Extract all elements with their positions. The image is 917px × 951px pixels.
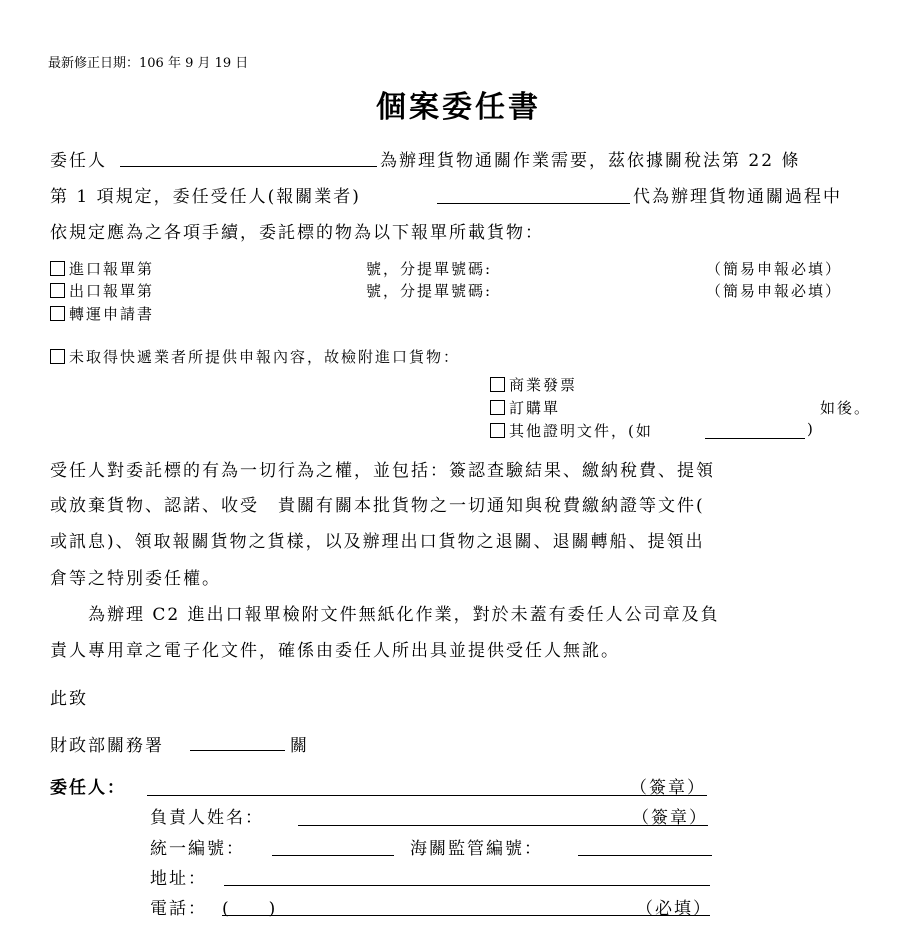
phone-area-paren: ( ) [222, 899, 278, 919]
export-declaration-row [50, 280, 154, 301]
agent-name-blank[interactable] [437, 203, 630, 204]
para1-line2-end: 代為辦理貨物通關過程中 [633, 187, 842, 207]
para2-line4: 倉等之特別委任權。 [50, 569, 221, 589]
other-docs-row [490, 420, 653, 441]
order-row [490, 397, 560, 418]
customs-id-label: 海關監管編號： [410, 839, 543, 859]
import-declaration-checkbox[interactable] [50, 261, 65, 276]
recipient-suffix: 關 [290, 736, 309, 756]
export-simple-note: （簡易申報必填） [706, 282, 843, 300]
export-bill-label: 號，分提單號碼: [366, 282, 493, 300]
transship-row [50, 303, 154, 324]
order-checkbox[interactable] [490, 400, 505, 415]
invoice-row [490, 374, 577, 395]
transship-checkbox[interactable] [50, 306, 65, 321]
business-id-line[interactable] [272, 855, 394, 856]
principal-name-blank[interactable] [120, 166, 377, 167]
recipient-text: 財政部關務署 [50, 736, 164, 756]
export-declaration-checkbox[interactable] [50, 283, 65, 298]
transship-label: 轉運申請書 [69, 305, 155, 323]
import-simple-note: （簡易申報必填） [706, 260, 843, 278]
business-id-label: 統一編號： [150, 839, 245, 859]
invoice-label: 商業發票 [509, 376, 578, 394]
order-label: 訂購單 [509, 399, 561, 417]
required-text: （必填） [636, 899, 712, 919]
principal-seal-text: （簽章） [630, 778, 706, 798]
import-declaration-row [50, 258, 154, 279]
revision-date: 最新修正日期：106 年 9 月 19 日 [48, 56, 249, 71]
principal-label: 委任人： [50, 778, 126, 798]
head-name-label: 負責人姓名： [150, 808, 264, 828]
other-docs-label: 其他證明文件，(如 [509, 422, 653, 440]
para1-line3: 依規定應為之各項手續，委託標的物為以下報單所載貨物： [50, 223, 544, 243]
other-docs-close: ) [807, 420, 815, 438]
address-label: 地址： [150, 869, 207, 889]
import-declaration-label: 進口報單第 [69, 260, 155, 278]
export-declaration-label: 出口報單第 [69, 282, 155, 300]
principal-sign-line[interactable] [147, 795, 707, 796]
express-row [50, 346, 460, 367]
other-docs-blank[interactable] [705, 438, 805, 439]
para1-line1-end: 為辦理貨物通關作業需要，茲依據關稅法第 22 條 [380, 151, 801, 171]
address-line[interactable] [224, 885, 710, 886]
para1-line2-start: 第 1 項規定，委任受任人(報關業者) [50, 187, 361, 207]
para2-line1: 受任人對委託標的有為一切行為之權，並包括：簽認查驗結果、繳納稅費、提領 [50, 461, 715, 481]
import-bill-label: 號，分提單號碼: [366, 260, 493, 278]
para2-line2: 或放棄貨物、認諾、收受 貴關有關本批貨物之一切通知與稅費繳納證等文件( [50, 496, 705, 516]
closing-text: 此致 [50, 689, 88, 709]
express-label: 未取得快遞業者所提供申報內容，故檢附進口貨物： [69, 348, 461, 366]
para2-line3: 或訊息)、領取報關貨物之貨樣，以及辦理出口貨物之退關、退關轉船、提領出 [50, 532, 705, 552]
invoice-checkbox[interactable] [490, 377, 505, 392]
para1-line1-start: 委任人 [50, 151, 107, 171]
as-below-text: 如後。 [820, 399, 872, 417]
customs-office-blank[interactable] [190, 750, 285, 751]
customs-id-line[interactable] [578, 855, 712, 856]
express-checkbox[interactable] [50, 349, 65, 364]
head-seal-text: （簽章） [632, 808, 708, 828]
page-title: 個案委任書 [376, 90, 541, 125]
phone-label: 電話： [150, 899, 207, 919]
para3-line2: 責人專用章之電子化文件，確係由委任人所出具並提供受任人無訛。 [50, 641, 620, 661]
para3-line1: 為辦理 C2 進出口報單檢附文件無紙化作業，對於未蓋有委任人公司章及負 [50, 605, 720, 625]
other-docs-checkbox[interactable] [490, 423, 505, 438]
